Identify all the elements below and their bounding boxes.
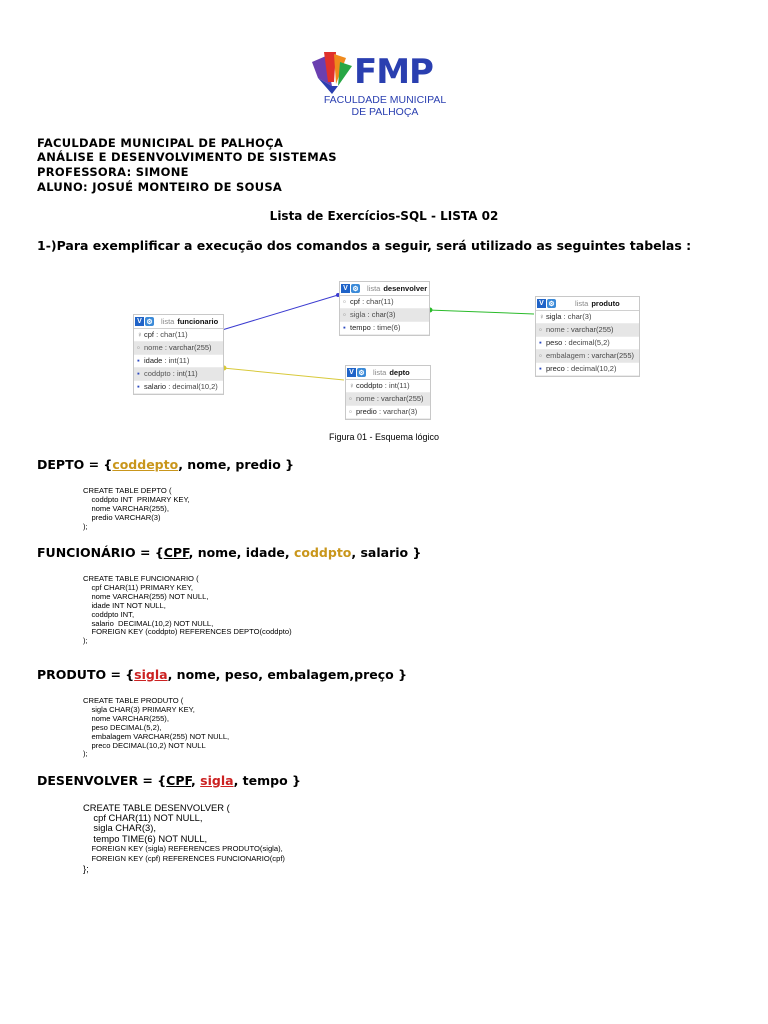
table-row: ▫ nome : varchar(255) (346, 393, 430, 406)
table-row: ▫ cpf : char(11) (340, 296, 429, 309)
table-row: ▪ idade : int(11) (134, 355, 223, 368)
primary-key: CPF (166, 773, 192, 788)
header-student: ALUNO: JOSUÉ MONTEIRO DE SOUSA (37, 180, 283, 194)
question-1: 1-)Para exemplificar a execução dos comandos a seguir, será utilizado as seguintes tabelas : (37, 238, 692, 253)
index-icon: ▪ (137, 356, 140, 365)
table-row: ♀coddpto : int(11) (346, 380, 430, 393)
field-icon: ▫ (137, 343, 140, 352)
document-title: Lista de Exercícios-SQL - LISTA 02 (269, 209, 499, 223)
table-funcionario[interactable] (133, 314, 224, 395)
gear-icon[interactable]: ⚙ (358, 369, 365, 377)
table-row: ▫ embalagem : varchar(255) (536, 350, 639, 363)
link-funcionario-desenvolver (222, 295, 338, 330)
index-icon: ▪ (137, 382, 140, 391)
primary-key: coddepto (112, 457, 179, 472)
table-name: desenvolver (383, 284, 428, 293)
table-row: ▪ salario : decimal(10,2) (134, 381, 223, 394)
key-icon: ♀ (539, 312, 545, 321)
key-icon: ♀ (349, 381, 355, 390)
primary-key: sigla (134, 667, 168, 682)
table-name: funcionario (177, 317, 219, 326)
table-row: ♀cpf : char(11) (134, 329, 223, 342)
field-icon: ▫ (539, 351, 542, 360)
relation-desenvolver-heading: DESENVOLVER = {CPF, sigla, tempo } (37, 773, 301, 788)
relation-funcionario-heading: FUNCIONÁRIO = {CPF, nome, idade, coddpto, salario } (37, 545, 422, 560)
toggle-icon[interactable]: V (341, 284, 350, 293)
table-desenvolver[interactable] (339, 281, 430, 336)
sql-create-desenvolver: CREATE TABLE DESENVOLVER ( cpf CHAR(11) NOT NULL, sigla CHAR(3), tempo TIME(6) NOT NULL, FOREIGN KEY (sigla) REFERENCES PRODUTO(sigla), FOREIGN KEY (cpf) REFERENCES FUNCIONARIO(cpf) }; (83, 802, 285, 875)
toggle-icon[interactable]: V (347, 368, 356, 377)
relation-depto-heading: DEPTO = {coddepto, nome, predio } (37, 457, 295, 472)
link-desenvolver-produto (428, 310, 534, 314)
table-header (134, 315, 223, 329)
primary-key: sigla (200, 773, 234, 788)
table-row: ▫ nome : varchar(255) (134, 342, 223, 355)
header-course: ANÁLISE E DESENVOLVIMENTO DE SISTEMAS (37, 150, 337, 164)
logo-subtitle: FACULDADE MUNICIPAL DE PALHOÇA (323, 94, 447, 118)
table-header (536, 297, 639, 311)
gear-icon[interactable]: ⚙ (548, 300, 555, 308)
foreign-key: coddpto (293, 545, 352, 560)
toggle-icon[interactable]: V (135, 317, 144, 326)
gear-icon[interactable]: ⚙ (146, 318, 153, 326)
field-icon: ▫ (539, 325, 542, 334)
key-icon: ♀ (137, 330, 143, 339)
header-institution: FACULDADE MUNICIPAL DE PALHOÇA (37, 136, 284, 150)
field-icon: ▫ (349, 394, 352, 403)
field-icon: ▫ (349, 407, 352, 416)
field-icon: ▫ (343, 310, 346, 319)
table-row: ▪ peso : decimal(5,2) (536, 337, 639, 350)
table-name: produto (591, 299, 620, 308)
index-icon: ▪ (343, 323, 346, 332)
index-icon: ▪ (137, 369, 140, 378)
field-icon: ▫ (343, 297, 346, 306)
sql-create-funcionario: CREATE TABLE FUNCIONARIO ( cpf CHAR(11) PRIMARY KEY, nome VARCHAR(255) NOT NULL, idade INT NOT NULL, coddpto INT, salario DECIMAL(10,2) NOT NULL, FOREIGN KEY (coddpto) REFERENCES DEPTO(coddpto) ); (83, 574, 292, 646)
db-label: lista (161, 317, 175, 326)
header-professor: PROFESSORA: SIMONE (37, 165, 189, 179)
link-funcionario-depto (223, 368, 344, 380)
relation-produto-heading: PRODUTO = {sigla, nome, peso, embalagem,preço } (37, 667, 407, 682)
index-icon: ▪ (539, 338, 542, 347)
index-icon: ▪ (539, 364, 542, 373)
db-label: lista (575, 299, 589, 308)
sql-create-produto: CREATE TABLE PRODUTO ( sigla CHAR(3) PRIMARY KEY, nome VARCHAR(255), peso DECIMAL(5,2), embalagem VARCHAR(255) NOT NULL, preco DECIMAL(10,2) NOT NULL ); (83, 696, 230, 759)
db-label: lista (367, 284, 381, 293)
primary-key: CPF (163, 545, 189, 560)
table-header (346, 366, 430, 380)
table-row: ▫ predio : varchar(3) (346, 406, 430, 419)
table-produto[interactable] (535, 296, 640, 377)
toggle-icon[interactable]: V (537, 299, 546, 308)
table-name: depto (389, 368, 410, 377)
table-row: ▪ preco : decimal(10,2) (536, 363, 639, 376)
table-depto[interactable] (345, 365, 431, 420)
sql-create-depto: CREATE TABLE DEPTO ( coddpto INT PRIMARY KEY, nome VARCHAR(255), predio VARCHAR(3) ); (83, 486, 190, 531)
logo-text: FMP (354, 52, 433, 92)
table-row: ▫ nome : varchar(255) (536, 324, 639, 337)
table-row: ▪ coddpto : int(11) (134, 368, 223, 381)
table-row: ♀sigla : char(3) (536, 311, 639, 324)
gear-icon[interactable]: ⚙ (352, 285, 359, 293)
db-label: lista (373, 368, 387, 377)
table-header (340, 282, 429, 296)
figure-caption: Figura 01 - Esquema lógico (328, 432, 440, 442)
table-row: ▪ tempo : time(6) (340, 322, 429, 335)
table-row: ▫ sigla : char(3) (340, 309, 429, 322)
